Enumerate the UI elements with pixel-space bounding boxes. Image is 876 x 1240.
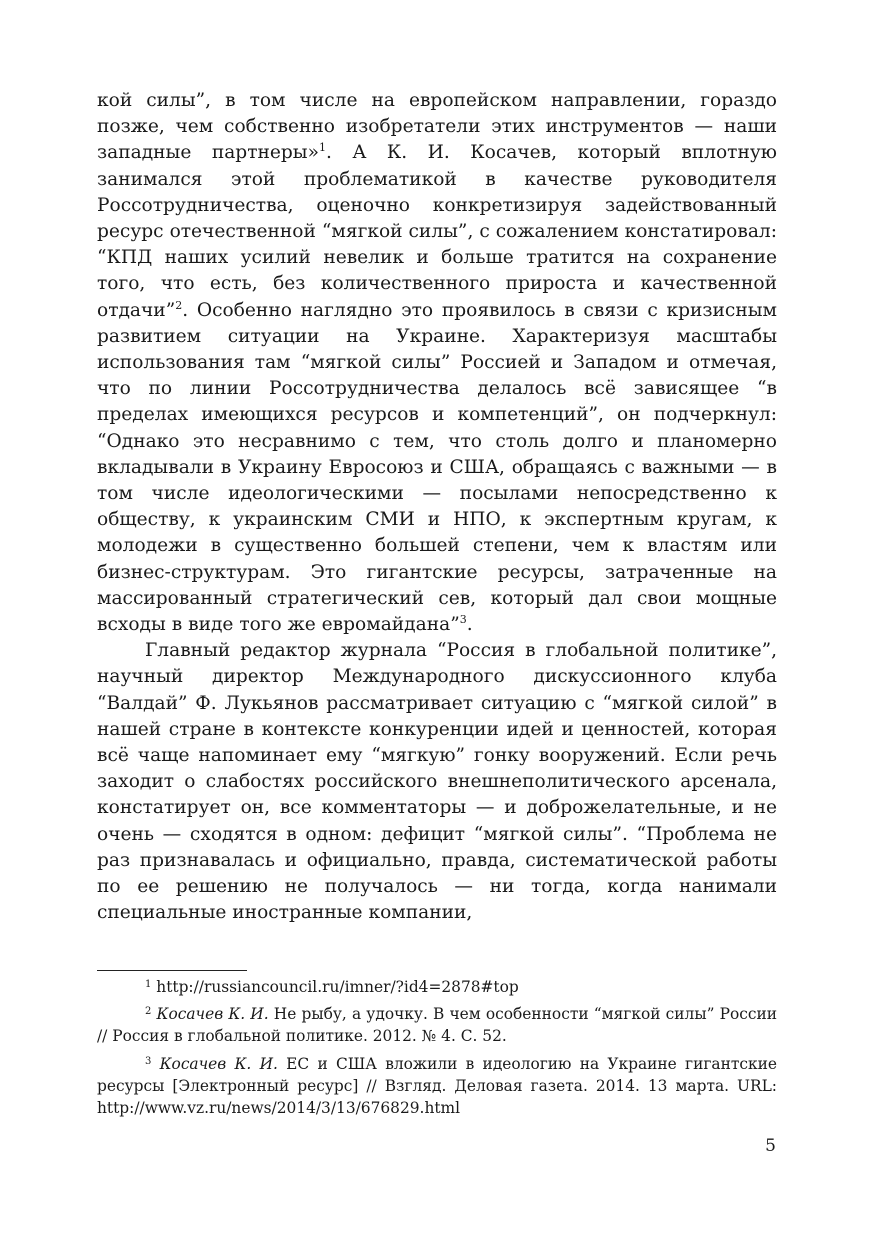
- footnote-3-author: Косачев К. И.: [159, 1054, 278, 1073]
- footnote-1-number: 1: [145, 979, 152, 990]
- footnote-ref-1[interactable]: 1: [318, 141, 326, 155]
- footnotes: [97, 976, 777, 1124]
- main-text: [97, 88, 777, 927]
- paragraph-1-part-2: . А К. И. Косачев, который вплотную занимался этой проблематикой в качестве руководителя Россотрудничества, оценочно конкретизируя задействованный ресурс отечественной “мягкой силы”, с сожалением констатировал: “КПД наших усилий невелик и больше тратится на сохранение того, что есть, без количественного прироста и качественной отдачи”: [97, 142, 777, 321]
- footnote-2-author: Косачев К. И.: [156, 1005, 269, 1024]
- paragraph-1: [97, 88, 777, 638]
- paragraph-2: Главный редактор журнала “Россия в глобальной политике”, научный директор Международного дискуссионного клуба “Валдай” Ф. Лукьянов рассматривает ситуацию с “мягкой силой” в нашей стране в контексте конкуренции идей и ценностей, которая всё чаще напоминает ему “мягкую” гонку вооружений. Если речь заходит о слабостях российского внешнеполитического арсенала, констатирует он, все комментаторы — и доброжелательные, и не очень — сходятся в одном: дефицит “мягкой силы”. “Проблема не раз признавалась и официально, правда, систематической работы по ее решению не получалось — ни тогда, когда нанимали специальные иностранные компании,: [97, 640, 777, 924]
- footnote-3: [97, 1053, 777, 1120]
- footnote-1: [97, 976, 777, 998]
- paragraph-1-part-1: кой силы”, в том числе на европейском направлении, гораздо позже, чем собственно изобретатели этих инструментов — наши западные партнеры»: [97, 90, 777, 164]
- paragraph-1-part-4: .: [466, 614, 473, 636]
- footnote-divider: [97, 970, 247, 971]
- footnote-2-number: 2: [145, 1006, 152, 1018]
- paragraph-1-part-3: . Особенно наглядно это проявилось в связи с кризисным развитием ситуации на Украине. Характеризуя масштабы использования там “мягкой силы” Россией и Западом и отмечая, что по линии Россотрудничества делалось всё зависящее “в пределах имеющихся ресурсов и компетенций”, он подчеркнул: “Однако это несравнимо с тем, что столь долго и планомерно вкладывали в Украину Евросоюз и США, обращаясь с важными — в том числе идеологическими — посылами непосредственно к обществу, к украинским СМИ и НПО, к экспертным кругам, к молодежи в существенно большей степени, чем к властям или бизнес-структурам. Это гигантские ресурсы, затраченные на массированный стратегический сев, который дал свои мощные всходы в виде того же евромайдана”: [97, 299, 777, 636]
- footnote-2-text: Не рыбу, а удочку. В чем особенности “мягкой силы” России // Россия в глобальной политике. 2012. № 4. С. 52.: [97, 1005, 777, 1046]
- footnote-ref-3[interactable]: 3: [459, 613, 467, 627]
- footnote-ref-2[interactable]: 2: [175, 298, 183, 312]
- footnote-1-text: http://russiancouncil.ru/imner/?id4=2878#top: [156, 978, 519, 996]
- footnote-3-number: 3: [145, 1055, 152, 1067]
- footnote-2: [97, 1003, 777, 1047]
- footnote-3-text: ЕС и США вложили в идеологию на Украине гигантские ресурсы [Электронный ресурс] // Взгляд. Деловая газета. 2014. 13 марта. URL: http://www.vz.ru/news/2014/3/13/676829.html: [97, 1054, 777, 1118]
- page-number: 5: [765, 1136, 776, 1156]
